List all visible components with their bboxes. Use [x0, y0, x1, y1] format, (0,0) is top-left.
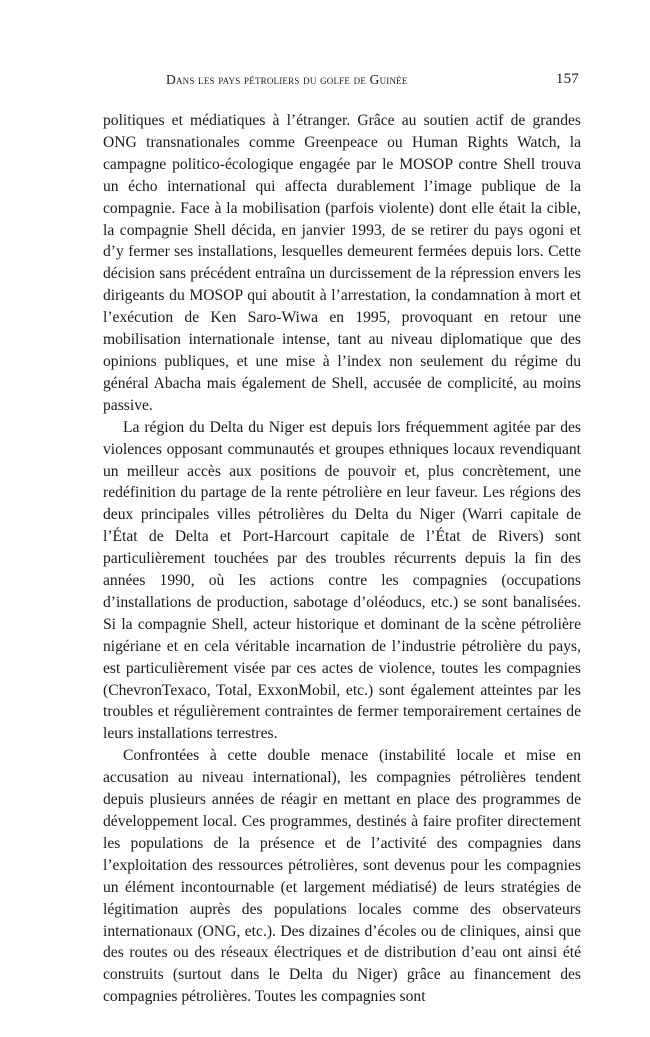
running-head	[103, 72, 581, 94]
paragraph-delta-niger: La région du Delta du Niger est depuis lors fréquemment agitée par des violences opposant communautés et groupes ethniques locaux revendiquant un meilleur accès aux positions de pouvoir et, plus concrètement, une redéfinition du partage de la rente pétrolière en leur faveur. Les régions des deux principales villes pétrolières du Delta du Niger (Warri capitale de l’État de Delta et Port-Harcourt capitale de l’État de Rivers) sont particulièrement touchées par des troubles récurrents depuis la fin des années 1990, où les actions contre les compagnies (occupations d’installations de production, sabotage d’oléoducs, etc.) se sont banalisées. Si la compagnie Shell, acteur historique et dominant de la scène pétrolière nigériane et en cela véritable incarnation de l’industrie pétrolière du pays, est particulièrement visée par ces actes de violence, toutes les compagnies (ChevronTexaco, Total, ExxonMobil, etc.) sont également atteintes par les troubles et régulièrement contraintes de fermer temporairement certaines de leurs installations terrestres.	[103, 418, 581, 743]
book-page	[103, 72, 581, 1008]
body-text	[103, 110, 581, 1008]
page-number: 157	[555, 71, 579, 87]
running-title: Dans les pays pétroliers du golfe de Guinée	[166, 72, 408, 87]
paragraph-continuation: politiques et médiatiques à l’étranger. Grâce au soutien actif de grandes ONG transnationales comme Greenpeace ou Human Rights Watch, la campagne politico-écologique engagée par le MOSOP contre Shell trouva un écho international qui affecta durablement l’image publique de la compagnie. Face à la mobilisation (parfois violente) dont elle était la cible, la compagnie Shell décida, en janvier 1993, de se retirer du pays ogoni et d’y fermer ses installations, lesquelles demeurent fermées depuis lors. Cette décision sans précédent entraîna un durcissement de la répression envers les dirigeants du MOSOP qui aboutit à l’arrestation, la condamnation à mort et l’exécution de Ken Saro-Wiwa en 1995, provoquant en retour une mobilisation internationale intense, tant au niveau diplomatique que des opinions publiques, et une mise à l’index non seulement du régime du général Abacha mais également de Shell, accusée de complicité, au moins passive.	[103, 112, 581, 414]
paragraph-double-menace: Confrontées à cette double menace (instabilité locale et mise en accusation au niveau international), les compagnies pétrolières tendent depuis plusieurs années de réagir en mettant en place des programmes de développement local. Ces programmes, destinés à faire profiter directement les populations de la présence et de l’activité des compagnies dans l’exploitation des ressources pétrolières, sont devenus pour les compagnies un élément incontournable (et largement médiatisé) de leurs stratégies de légitimation auprès des populations locales comme des observateurs internationaux (ONG, etc.). Des dizaines d’écoles ou de cliniques, ainsi que des routes ou des réseaux électriques et de distribution d’eau ont ainsi été construits (surtout dans le Delta du Niger) grâce au financement des compagnies pétrolières. Toutes les compagnies sont	[103, 747, 581, 1006]
